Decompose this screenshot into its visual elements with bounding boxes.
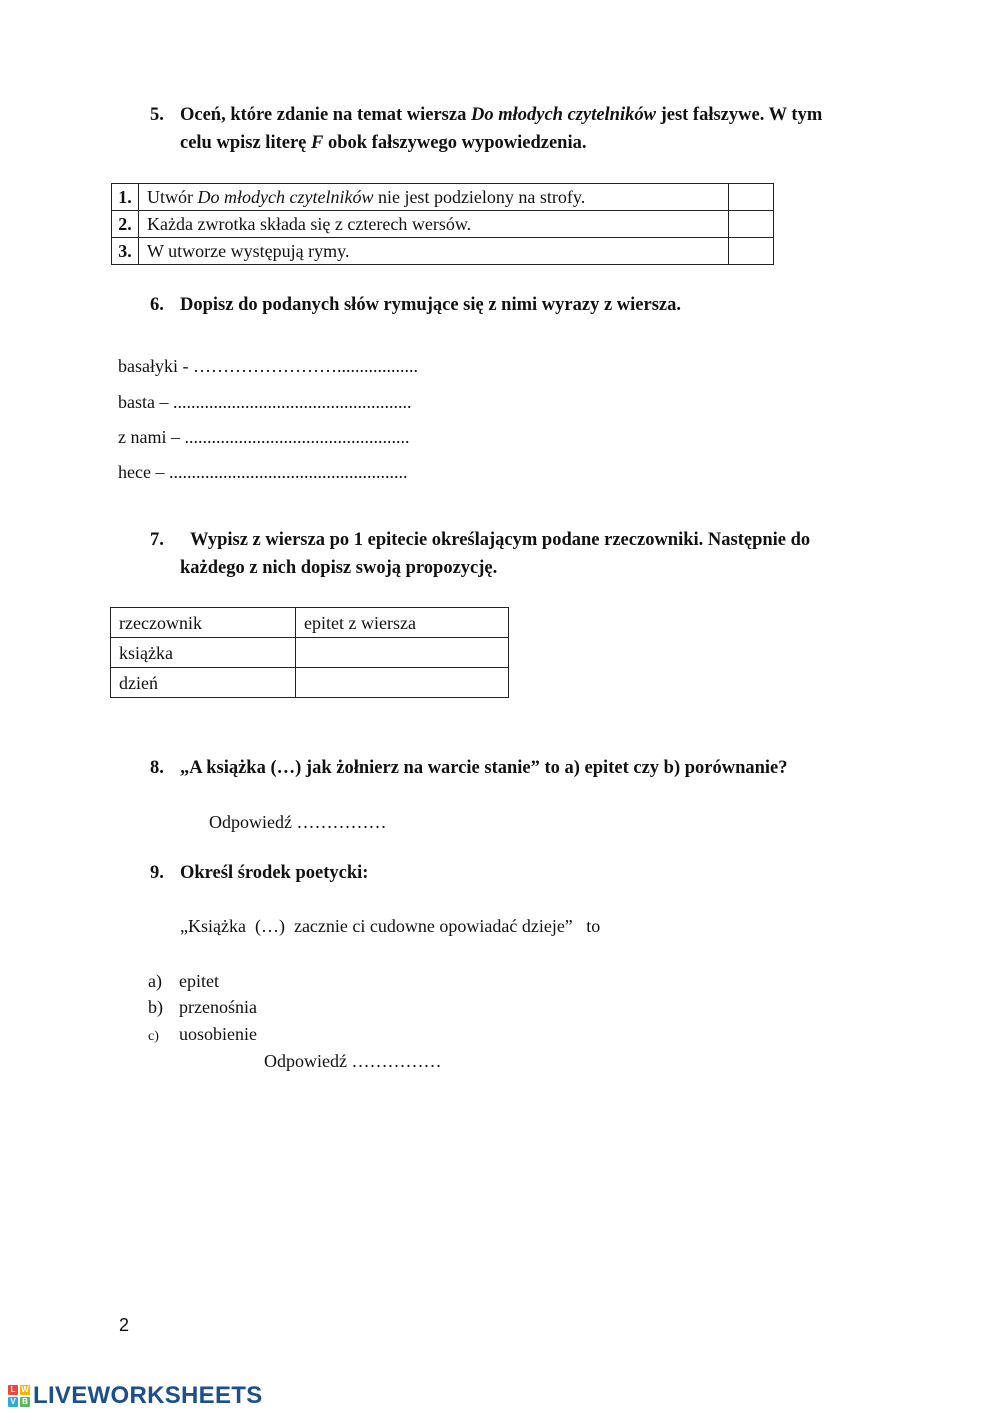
question-5-number: 5. xyxy=(150,105,164,125)
question-5-line-1: Oceń, które zdanie na temat wiersza Do młodych czytelników jest fałszywe. W tym xyxy=(180,105,823,125)
page-number: 2 xyxy=(119,1315,130,1335)
column-header-noun: rzeczownik xyxy=(111,608,296,638)
question-8-text: „A książka (…) jak żołnierz na warcie stanie” to a) epitet czy b) porównanie? xyxy=(180,758,788,778)
table-row xyxy=(111,638,509,668)
option-a[interactable] xyxy=(148,969,219,993)
option-label: epitet xyxy=(179,971,219,991)
question-6-text: Dopisz do podanych słów rymujące się z nimi wyrazy z wiersza. xyxy=(180,295,681,315)
question-9 xyxy=(150,859,750,887)
question-7-line-2: każdego z nich dopisz swoją propozycję. xyxy=(180,558,498,578)
rhyme-line[interactable]: z nami – .................................................. xyxy=(118,427,410,447)
option-label: przenośnia xyxy=(179,997,257,1017)
option-letter: c) xyxy=(148,1029,159,1044)
option-b[interactable] xyxy=(148,995,257,1019)
noun-cell: dzień xyxy=(111,668,296,698)
question-7-number: 7. xyxy=(150,530,164,550)
row-number: 2. xyxy=(112,211,139,238)
table-row xyxy=(111,668,509,698)
question-7 xyxy=(150,526,930,582)
epithet-table xyxy=(110,607,509,698)
question-9-answer[interactable]: Odpowiedź …………… xyxy=(264,1051,442,1071)
question-5 xyxy=(150,101,910,157)
table-row xyxy=(112,238,774,265)
option-letter: b) xyxy=(148,997,163,1017)
option-label: uosobienie xyxy=(179,1024,257,1044)
question-9-text: Określ środek poetycki: xyxy=(180,863,369,883)
liveworksheets-logo[interactable] xyxy=(8,1383,263,1409)
question-8-answer[interactable]: Odpowiedź …………… xyxy=(209,812,387,832)
question-8 xyxy=(150,754,930,782)
statement: Utwór Do młodych czytelników nie jest podzielony na strofy. xyxy=(139,184,729,211)
table-row xyxy=(112,211,774,238)
noun-cell: książka xyxy=(111,638,296,668)
question-6-number: 6. xyxy=(150,295,164,315)
epithet-cell[interactable] xyxy=(296,668,509,698)
column-header-epithet: epitet z wiersza xyxy=(296,608,509,638)
true-false-table xyxy=(111,183,774,265)
statement: W utworze występują rymy. xyxy=(139,238,729,265)
table-row xyxy=(112,184,774,211)
epithet-cell[interactable] xyxy=(296,638,509,668)
logo-wordmark: LIVEWORKSHEETS xyxy=(33,1382,263,1409)
answer-cell[interactable] xyxy=(729,184,774,211)
answer-cell[interactable] xyxy=(729,238,774,265)
table-header-row xyxy=(111,608,509,638)
rhyme-line[interactable]: hece – ..................................................... xyxy=(118,462,408,482)
answer-cell[interactable] xyxy=(729,211,774,238)
question-9-quote: „Książka (…) zacznie ci cudowne opowiadać dzieje” to xyxy=(180,916,601,936)
row-number: 3. xyxy=(112,238,139,265)
statement: Każda zwrotka składa się z czterech wersów. xyxy=(139,211,729,238)
poem-title: Do młodych czytelników xyxy=(470,105,656,125)
row-number: 1. xyxy=(112,184,139,211)
rhyme-line[interactable]: basałyki - …………………….................. xyxy=(118,356,418,376)
question-8-number: 8. xyxy=(150,758,164,778)
question-7-line-1: Wypisz z wiersza po 1 epitecie określającym podane rzeczowniki. Następnie do xyxy=(190,530,811,550)
option-letter: a) xyxy=(148,971,162,991)
question-9-number: 9. xyxy=(150,863,164,883)
logo-icon: L W V B xyxy=(8,1385,30,1407)
question-6 xyxy=(150,291,910,319)
question-5-line-2: celu wpisz literę F obok fałszywego wypowiedzenia. xyxy=(180,133,587,153)
rhyme-line[interactable]: basta – ..................................................... xyxy=(118,392,412,412)
option-c[interactable] xyxy=(148,1022,257,1049)
